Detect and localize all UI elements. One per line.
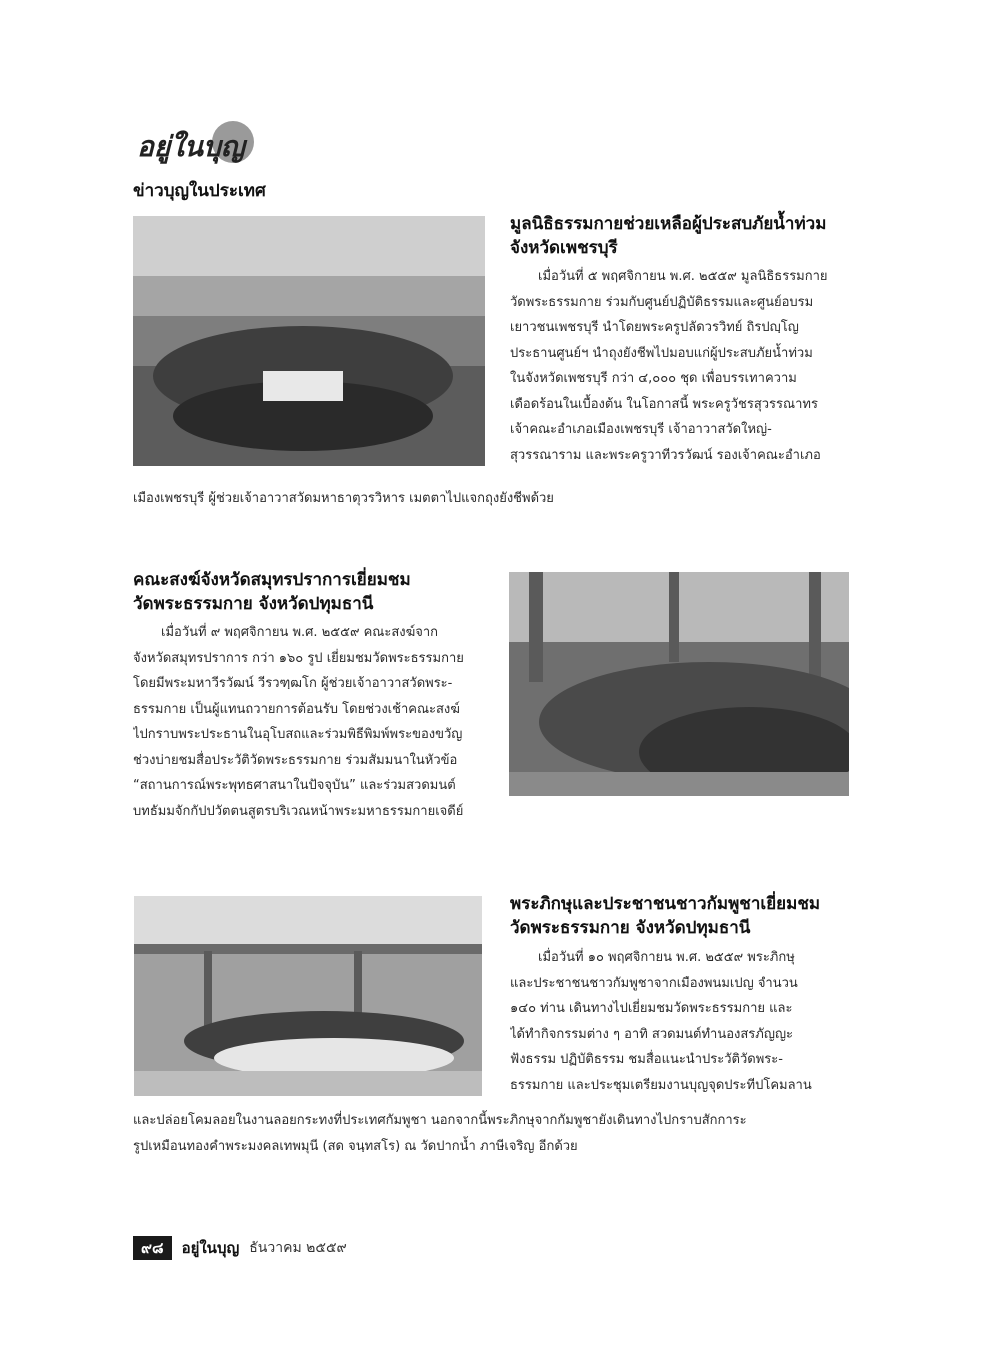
footer-magazine-name: อยู่ในบุญ [181,1239,240,1257]
page-number: ๙๘ [133,1236,172,1260]
photo-flood-relief [133,216,485,466]
footer-issue: ธันวาคม ๒๕๕๙ [249,1240,347,1256]
article-1-tail: เมืองเพชรบุรี ผู้ช่วยเจ้าอาวาสวัดมหาธาตุวรวิหาร เมตตาไปแจกถุงยังชีพด้วย [133,491,554,506]
section-label: ข่าวบุญในประเทศ [133,181,266,201]
article-1-title: มูลนิธิธรรมกายช่วยเหลือผู้ประสบภัยน้ำท่วม จังหวัดเพชรบุรี [510,214,827,258]
article-2-title: คณะสงฆ์จังหวัดสมุทรปราการเยี่ยมชม วัดพระธรรมกาย จังหวัดปทุมธานี [133,570,411,614]
page-footer [133,1236,347,1260]
article-3-tail: และปล่อยโคมลอยในงานลอยกระทงที่ประเทศกัมพูชา นอกจากนี้พระภิกษุจากกัมพูชายังเดินทางไปกราบสักการะ รูปเหมือนทองคำพระมงคลเทพมุนี (สด จนฺทสโร) ณ วัดปากน้ำ ภาษีเจริญ อีกด้วย [133,1113,747,1154]
article-1-body: เมื่อวันที่ ๕ พฤศจิกายน พ.ศ. ๒๕๕๙ มูลนิธิธรรมกาย วัดพระธรรมกาย ร่วมกับศูนย์ปฏิบัติธรรมและศูนย์อบรม เยาวชนเพชรบุรี นำโดยพระครูปลัดวรวิทย์ ถิรปญฺโญ ประธานศูนย์ฯ นำถุงยังชีพไปมอบแก่ผู้ประสบภัยน้ำท่วม ในจังหวัดเพชรบุรี กว่า ๔,๐๐๐ ชุด เพื่อบรรเทาความ เดือดร้อนในเบื้องต้น ในโอกาสนี้ พระครูวัชรสุวรรณาทร เจ้าคณะอำเภอเมืองเพชรบุรี เจ้าอาวาสวัดใหญ่- สุวรรณาราม และพระครูวาทีวรวัฒน์ รองเจ้าคณะอำเภอ [510,269,828,463]
logo-text: อยู่ในบุญ [137,130,245,163]
article-3-body: เมื่อวันที่ ๑๐ พฤศจิกายน พ.ศ. ๒๕๕๙ พระภิกษุ และประชาชนชาวกัมพูชาจากเมืองพนมเปญ จำนวน ๑๔๐ ท่าน เดินทางไปเยี่ยมชมวัดพระธรรมกาย และ ได้ทำกิจกรรมต่าง ๆ อาทิ สวดมนต์ทำนองสรภัญญะ ฟังธรรม ปฏิบัติธรรม ชมสื่อแนะนำประวัติวัดพระ- ธรรมกาย และประชุมเตรียมงานบุญจุดประทีปโคมลาน [510,950,812,1093]
magazine-logo [133,118,263,170]
photo-cambodia-visit [134,896,482,1096]
photo-monks-visit [509,572,849,796]
article-2-body: เมื่อวันที่ ๙ พฤศจิกายน พ.ศ. ๒๕๕๙ คณะสงฆ์จาก จังหวัดสมุทรปราการ กว่า ๑๖๐ รูป เยี่ยมชมวัดพระธรรมกาย โดยมีพระมหาวีรวัฒน์ วีรวฑฺฒโก ผู้ช่วยเจ้าอาวาสวัดพระ- ธรรมกาย เป็นผู้แทนถวายการต้อนรับ โดยช่วงเช้าคณะสงฆ์ ไปกราบพระประธานในอุโบสถและร่วมพิธีพิมพ์พระของขวัญ ช่วงบ่ายชมสื่อประวัติวัดพระธรรมกาย ร่วมสัมมนาในหัวข้อ “สถานการณ์พระพุทธศาสนาในปัจจุบัน” และร่วมสวดมนต์ บทธัมมจักกัปปวัตตนสูตรบริเวณหน้าพระมหาธรรมกายเจดีย์ [133,625,464,819]
article-3-title: พระภิกษุและประชาชนชาวกัมพูชาเยี่ยมชม วัดพระธรรมกาย จังหวัดปทุมธานี [510,894,821,938]
